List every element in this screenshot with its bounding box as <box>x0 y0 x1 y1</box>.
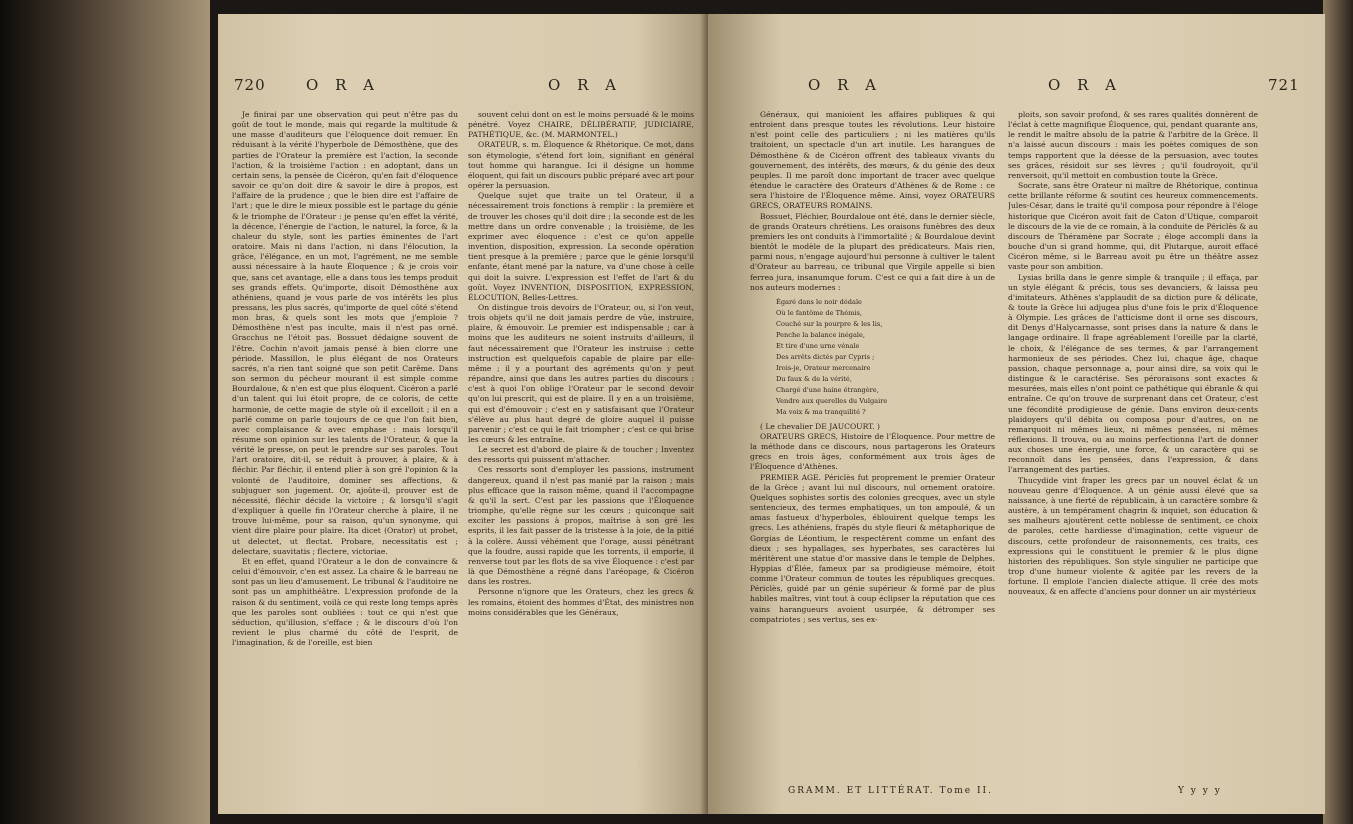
verse-line: Où le fantôme de Thémis, <box>776 308 862 317</box>
right-header-word-2: O R A <box>1048 76 1122 94</box>
paragraph: ORATEURS GRECS, Histoire de l'Éloquence. Pour mettre de la méthode dans ce discours, nous partagerons les Orateurs grecs en trois âges, conformément aux trois âges de l'Éloquence d'Athènes. <box>750 431 995 472</box>
paragraph: Personne n'ignore que les Orateurs, chez les grecs & les romains, étoient des hommes d'État, des ministres non moins considérables que les Généraux, <box>468 587 694 617</box>
paragraph: ORATEUR, s. m. Éloquence & Rhétorique. Ce mot, dans son étymologie, s'étend fort loin, signifiant en général tout homme qui harangue. Ici il désigne un homme éloquent, qui fait un discours public préparé avec art pour opérer la persuasion. <box>468 140 694 191</box>
left-column-1 <box>232 110 458 800</box>
right-header-word-1: O R A <box>808 76 882 94</box>
left-page-number: 720 <box>234 76 266 94</box>
paragraph: Et en effet, quand l'Orateur a le don de convaincre & celui d'émouvoir, c'en est assez. La chaire & le barreau ne sont pas un lieu d'amusement. Le tribunal & l'auditoire ne sont pas un amphithéâtre. L'expression profonde de la raison & du sentiment, voilà ce qui reste long temps après que les paroles sont oubliées : tout ce qui n'est que séduction, qu'illusion, s'efface ; & le discours d'où l'on revient le plus charmé du côté de l'esprit, de l'imagination, & de l'oreille, est bien <box>232 556 458 648</box>
verse-line: Couché sur la pourpre & les lis, <box>776 319 883 328</box>
right-page-number: 721 <box>1268 76 1300 94</box>
verse-line: Du faux & de la vérité, <box>776 374 852 383</box>
paragraph: Le secret est d'abord de plaire & de toucher ; Inventez des ressorts qui puissent m'attacher. <box>468 445 694 465</box>
left-column-2 <box>468 110 694 800</box>
paragraph: PREMIER AGE. Périclès fut proprement le premier Orateur de la Grèce ; avant lui nul discours, nul ornement oratoire. Quelques sophistes sortis des colonies grecques, avec un style sentencieux, des termes emphatiques, un ton ampoulé, & un amas fastueux d'hyperboles, éblouirent quelque temps les grecs. Les athéniens, frapés du style fleuri & métaphorique de Gorgias de Léontium, le respectèrent comme un enfant des dieux ; ses hypallages, ses hyperbates, ses caractères lui méritèrent une statue d'or massive dans le temple de Delphes. Hyppias d'Élée, fameux par sa prodigieuse mémoire, étoit comme l'Orateur commun de toutes les républiques grecques. Périclès, guidé par un génie supérieur & formé par de plus habiles maîtres, vint tout à coup éclipser la réputation que ces vains harangueurs avoient usurpée, & détromper ses compatriotes ; ses vertus, ses ex- <box>750 472 995 624</box>
paragraph: ( Le chevalier DE JAUCOURT. ) <box>760 421 880 431</box>
signature-mark: GRAMM. ET LITTÉRAT. Tome II. <box>788 786 993 796</box>
verse-line: Chargé d'une haine étrangère, <box>776 385 879 394</box>
paragraph: Quelque sujet que traite un tel Orateur, il a nécessairement trois fonctions à remplir : la première et de trouver les choses qu'il doit dire ; la seconde est de les mettre dans un ordre convenable ; la troisième, de les exprimer avec éloquence : c'est ce qu'on appelle invention, disposition, expression. La seconde opération tient presque à la première ; parce que le génie lorsqu'il enfante, étant mené par la nature, va d'une chose à celle qui doit la suivre. L'expression est l'effet de l'art & du goût. Voyez INVENTION, DISPOSITION, EXPRESSION, ÉLOCUTION, Belles-Lettres. <box>468 191 694 302</box>
paragraph: Socrate, sans être Orateur ni maître de Rhétorique, continua cette brillante réforme & soutint ces heureux commencements. Jules-César, dans le traité qu'il composa pour répondre à l'éloge historique que Cicéron avoit fait de Caton d'Utique, comparoit le discours de la vie de ce romain, à la conduite de Périclès & au discours de Théramène par Socrate ; éloge accompli dans la bouche d'un si grand homme, qui, dit Plutarque, auroit effacé Cicéron même, si le Barreau avoit pu être un théâtre assez vaste pour son ambition. <box>1008 181 1258 272</box>
verse-quotation <box>776 297 995 418</box>
verse-line: Irois-je, Orateur mercenaire <box>776 363 871 372</box>
paragraph: Ces ressorts sont d'employer les passions, instrument dangereux, quand il n'est pas manié par la raison ; mais plus efficace que la raison même, quand il l'accompagne & qu'il la sert. C'est par les passions que l'Éloquence triomphe, qu'elle règne sur les cœurs ; quiconque sait exciter les passions à propos, maîtrise à son gré les esprits, il les fait passer de la tristesse à la joie, de la pitié à la colère. Aussi véhément que l'orage, aussi pénétrant que la foudre, aussi rapide que les torrents, il emporte, il renverse tout par les flots de sa vive Éloquence : c'est par là que Démosthène a régné dans l'aréopage, & Cicéron dans les rostres. <box>468 465 694 587</box>
paragraph: ploits, son savoir profond, & ses rares qualités donnèrent de l'éclat à cette magnifique Éloquence, qui, pendant quarante ans, le rendit le maître absolu de la patrie & l'arbitre de la Grèce. Il n'a laissé aucun discours : mais les poètes comiques de son temps rapportent que la déesse de la persuasion, avec toutes ses grâces, résidoit sur ses lèvres ; qu'il foudroyoit, qu'il renversoit, qu'il mettoit en combustion toute la Grèce. <box>1008 110 1258 180</box>
catchword: Y y y y <box>1178 786 1222 796</box>
paragraph: Bossuet, Fléchier, Bourdaloue ont été, dans le dernier siècle, de grands Orateurs chrétiens. Les oraisons funèbres des deux premiers les ont conduits à l'immortalité ; & Bourdaloue devint bientôt le modèle de la plupart des prédicateurs. Mais rien, parmi nous, n'engage aujourd'hui personne à cultiver le talent d'Orateur au barreau, ce tribunal que Virgile appelle si bien ferrea jura, insanumque forum. C'est ce qui a fait dire à un de nos auteurs modernes : <box>750 211 995 292</box>
book-edge-right <box>1323 0 1353 824</box>
right-column-1 <box>750 110 995 790</box>
left-header-word-2: O R A <box>548 76 622 94</box>
right-page <box>708 14 1325 814</box>
verse-line: Des arrêts dictés par Cypris ; <box>776 352 875 361</box>
paragraph: Généraux, qui manioient les affaires publiques & qui entroient dans presque toutes les révolutions. Leur histoire n'est point celle des particuliers ; ni les matières qu'ils traitoient, un spectacle d'un art inutile. Les harangues de Démosthène & de Cicéron offrent des tableaux vivants du gouvernement, des intérêts, des mœurs, & du génie des deux peuples. Il me paroît donc important de tracer avec quelque étendue le caractère des Orateurs d'Athènes & de Rome : ce sera l'histoire de l'Éloquence même. Ainsi, voyez ORATEURS GRECS, ORATEURS ROMAINS. <box>750 110 995 211</box>
verse-line: Vendre aux querelles du Vulgaire <box>776 396 888 405</box>
paragraph: Lysias brilla dans le genre simple & tranquile ; il effaça, par un style élégant & précis, tous ses devanciers, & laissa peu d'imitateurs. Athènes s'applaudit de sa diction pure & délicate, & toute la Grèce lui adjugea plus d'une fois le prix d'Éloquence à Olympie. Les grâces de l'atticisme dont il orne ses discours, dit Denys d'Halycarnasse, sont prises dans la nature & dans le langage ordinaire. Il frape agréablement l'oreille par la clarté, le choix, & l'élégance de ses termes, & par l'arrangement harmonieux de ses périodes. Chez lui, chaque âge, chaque passion, chaque personnage a, pour ainsi dire, sa voix qui le distingue & le caractérise. Ses péroraisons sont exactes & mesurées, mais elles n'ont point ce pathétique qui ébranle & qui entraîne. Ce qu'on trouve de surprenant dans cet Orateur, c'est une fécondité prodigieuse de génie. Dans environ deux-cents plaidoyers qu'il débita ou composa pour d'autres, on ne remarquoit ni mêmes lieux, ni mêmes pensées, ni mêmes réflexions. Il trouva, ou au moins perfectionna l'art de donner aux choses une énergie, une force, & un caractère qui se reconnoît dans les pensées, dans l'expression, & dans l'arrangement des parties. <box>1008 272 1258 475</box>
left-header-word-1: O R A <box>306 76 380 94</box>
verse-line: Et tire d'une urne vénale <box>776 341 860 350</box>
right-column-2 <box>1008 110 1258 790</box>
verse-line: Ma voix & ma tranquilité ? <box>776 407 866 416</box>
paragraph: Thucydide vint fraper les grecs par un nouvel éclat & un nouveau genre d'Éloquence. A un génie aussi élevé que sa naissance, à une fierté de républicain, à un caractère sombre & austère, à un tempérament chagrin & inquiet, son éducation & ses malheurs ajoutèrent cette noblesse de sentiment, ce choix de paroles, cette hardiesse d'imagination, cette vigueur de discours, cette profondeur de raisonnements, ces traits, ces expressions qui le constituent le premier & le plus digne historien des républiques. Son style singulier ne participe que trop d'une humeur violente & agitée par les revers de la fortune. Il emploie l'ancien dialecte attique. Il crée des mots nouveaux, & en affecte d'anciens pour donner un air mystérieux <box>1008 475 1258 597</box>
paragraph: On distingue trois devoirs de l'Orateur, ou, si l'on veut, trois objets qu'il ne doit jamais perdre de vûe, instruire, plaire, & émouvoir. Le premier est indispensable ; car à moins que les auditeurs ne soient instruits d'ailleurs, il faut nécessairement que l'Orateur les instruise : cette instruction est quelquefois capable de plaire par elle-même ; il y a pourtant des agréments qu'on y peut répandre, ainsi que dans les autres parties du discours : c'est à quoi l'on oblige l'Orateur par le second devoir qu'on lui prescrit, qui est de plaire. Il y en a un troisième, qui est d'émouvoir ; c'est en y satisfaisant que l'Orateur s'élève au plus haut degré de gloire auquel il puisse parvenir ; c'est ce qui le fait triompher ; c'est ce qui brise les cœurs & les entraîne. <box>468 302 694 444</box>
verse-line: Penche la balance inégale, <box>776 330 866 339</box>
left-page <box>218 14 708 814</box>
paragraph: Je finirai par une observation qui peut n'être pas du goût de tout le monde, mais qui regarde la multitude & une masse d'auditeurs que l'éloquence doit remuer. En réduisant à la vérité l'hyperbole de Démosthène, que des parties de l'Orateur la première est l'action, la seconde l'action, & la troisième l'action : en adoptant, dans un certain sens, la pensée de Cicéron, qu'en fait d'éloquence savoir ce qu'on doit dire & savoir le dire à propos, est l'affaire de la prudence ; que le bien dire est l'affaire de l'art ; que le dire le mieux possible est le partage du génie & le triomphe de l'Orateur : je pense qu'en effet la vérité, la décence, l'énergie de l'action, le naturel, la force, & la chaleur du style, sont les parties éminentes de l'art oratoire. Mais ni dans l'action, ni dans l'élocution, la grâce, l'élégance, en un mot, l'agrément, ne me semble aussi nécessaire à la haute Éloquence ; & je crois voir que, sans cet avantage, elle a dans tous les temps produit ses grands effets. Qu'importe, disoit Démosthène aux athéniens, quand je vous parle de vos intérêts les plus pressans, les plus sacrés, qu'importe de quel côté s'étend mon bras, & quels sont les mots que j'emploie ? Démosthène n'est pas inculte, mais il n'est pas orné. Gracchus ne l'étoit pas. Bossuet dédaigne souvent de l'être. Cochin n'avoit jamais pensé à bien clorre une période. Massillon, le plus élégant de nos Orateurs sacrés, n'a rien tant soigné que son petit Carême. Dans son sermon du pécheur mourant il est simple comme Bourdaloue, & n'en est que plus éloquent. Cicéron a parlé d'un talent qui lui étoit propre, de ce coloris, de cette harmonie, de cette magie de style où il excelloit ; il en a parlé comme on parle toujours de ce que l'on fait bien, avec complaisance & avec emphase : mais lorsqu'il résume son opinion sur les talents de l'Orateur, & que la vérité le presse, on peut le prendre sur ses paroles. Tout l'art oratoire, dit-il, se réduit à prouver, à plaire, & à fléchir. Par fléchir, il entend plier à son gré l'opinion & la volonté de l'auditoire, dominer ses affections, & subjuguer son jugement. Or, ajoûte-il, prouver est de nécessité, fléchir décide la victoire ; & lorsqu'il s'agit d'expliquer à quelle fin l'Orateur cherche à plaire, il ne trouve lui-même, pour sa raison, qu'un synonyme, qui vient dire plaire pour plaire. Ita dicet (Orator) ut probet, ut delectet, ut flectat. Probare, necessitatis est ; delectare, suavitatis ; flectere, victoriae. <box>232 110 458 556</box>
paragraph: souvent celui dont on est le moins persuadé & le moins pénétré. Voyez CHAIRE, DÉLIBÉRATIF, JUDICIAIRE, PATHÉTIQUE, &c. (M. MARMONTEL.) <box>468 110 694 140</box>
book-edge-left <box>0 0 210 824</box>
verse-line: Égaré dans le noir dédale <box>776 297 862 306</box>
